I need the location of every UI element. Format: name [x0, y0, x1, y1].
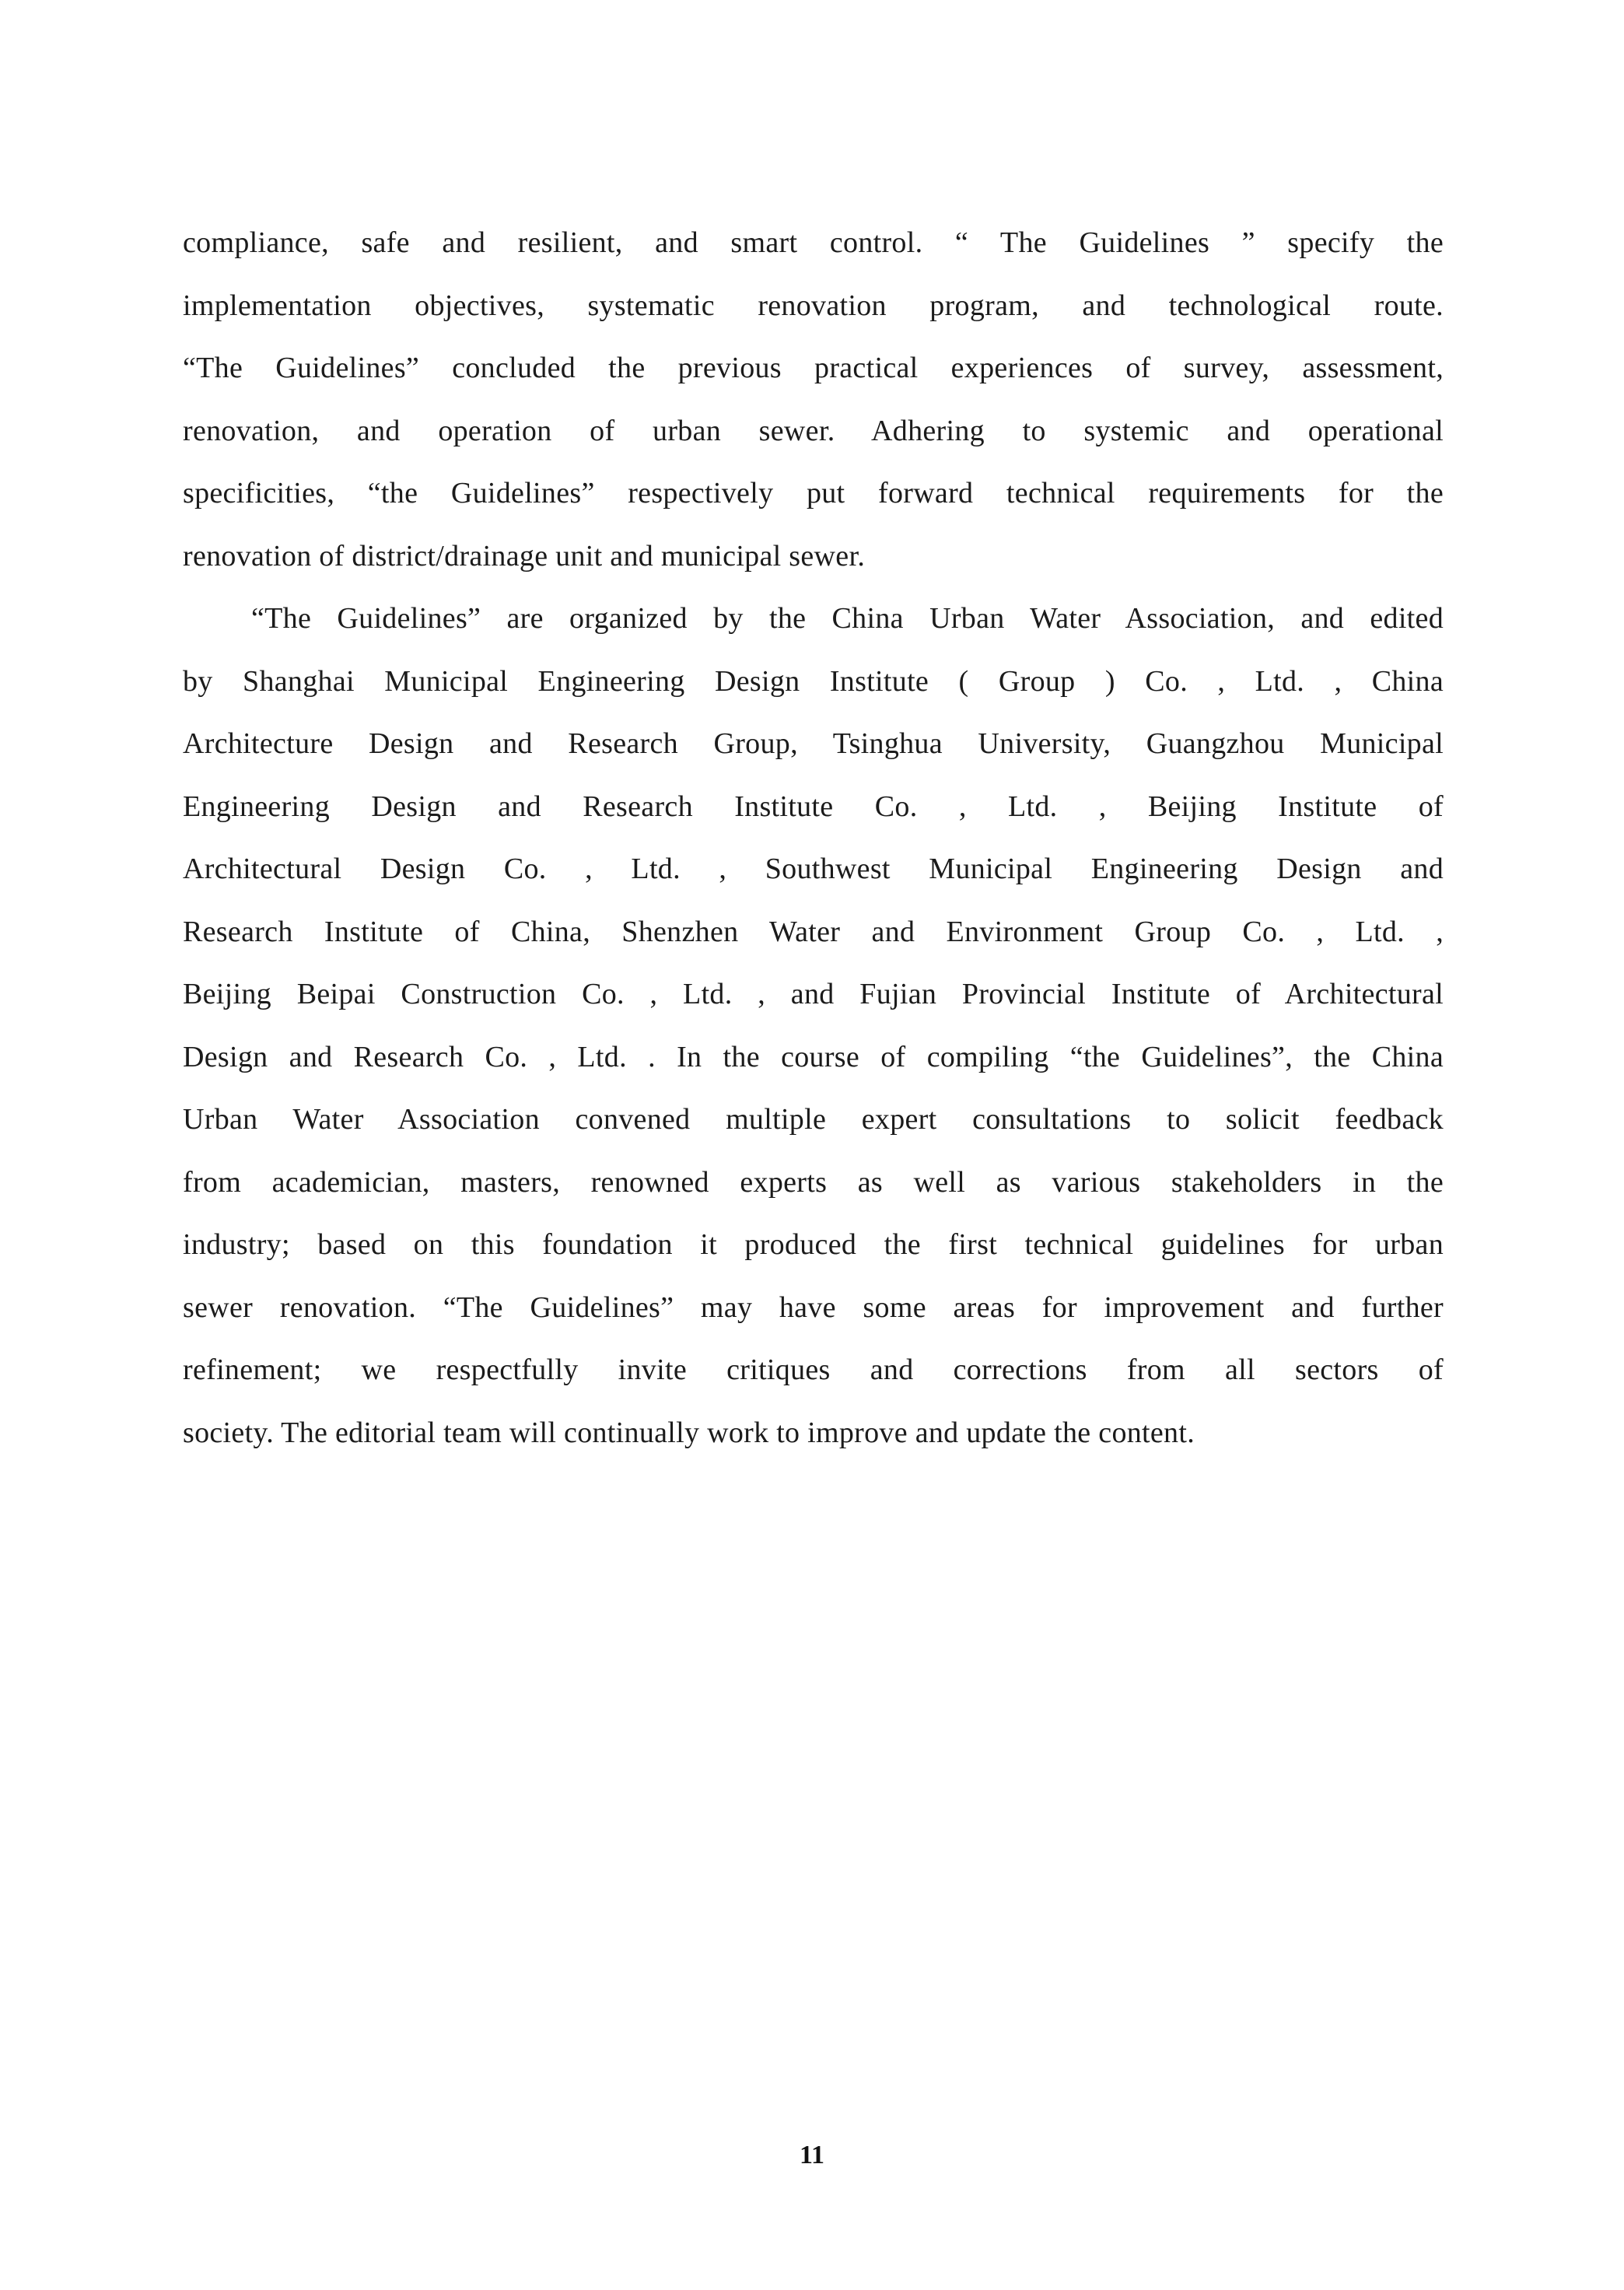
text-line: Research Institute of China, Shenzhen Water and Environment Group Co. , Ltd. , [183, 915, 1444, 948]
text-line: implementation objectives, systematic renovation program, and technological route. [183, 289, 1444, 322]
text-line: industry; based on this foundation it produced the first technical guidelines for urban [183, 1228, 1444, 1261]
body-text [183, 212, 1444, 1464]
text-line: “The Guidelines” are organized by the China Urban Water Association, and edited [251, 602, 1444, 635]
text-line: from academician, masters, renowned experts as well as various stakeholders in the [183, 1165, 1444, 1199]
text-line: Architecture Design and Research Group, Tsinghua University, Guangzhou Municipal [183, 727, 1444, 760]
text-line: compliance, safe and resilient, and smart control. “ The Guidelines ” specify the [183, 226, 1444, 259]
text-line: specificities, “the Guidelines” respectively put forward technical requirements for the [183, 477, 1444, 509]
paragraph-1 [183, 212, 1444, 587]
page-number: 11 [799, 2141, 825, 2169]
text-line: Engineering Design and Research Institute Co. , Ltd. , Beijing Institute of [183, 790, 1444, 823]
text-line: Design and Research Co. , Ltd. . In the course of compiling “the Guidelines”, the China [183, 1040, 1444, 1073]
text-line: sewer renovation. “The Guidelines” may have some areas for improvement and further [183, 1290, 1444, 1324]
text-line: Architectural Design Co. , Ltd. , Southwest Municipal Engineering Design and [183, 853, 1444, 885]
text-line: “The Guidelines” concluded the previous practical experiences of survey, assessment, [183, 352, 1444, 384]
text-line: renovation of district/drainage unit and municipal sewer. [183, 539, 866, 572]
paragraph-2 [183, 587, 1444, 1464]
text-line: Urban Water Association convened multiple expert consultations to solicit feedback [183, 1103, 1444, 1136]
text-line: Beijing Beipai Construction Co. , Ltd. , and Fujian Provincial Institute of Architectural [183, 978, 1444, 1010]
text-line: refinement; we respectfully invite critiques and corrections from all sectors of [183, 1353, 1444, 1386]
text-line: society. The editorial team will continually work to improve and update the content. [183, 1416, 1195, 1449]
text-line: renovation, and operation of urban sewer. Adhering to systemic and operational [183, 414, 1444, 447]
text-line: by Shanghai Municipal Engineering Design Institute ( Group ) Co. , Ltd. , China [183, 664, 1444, 698]
